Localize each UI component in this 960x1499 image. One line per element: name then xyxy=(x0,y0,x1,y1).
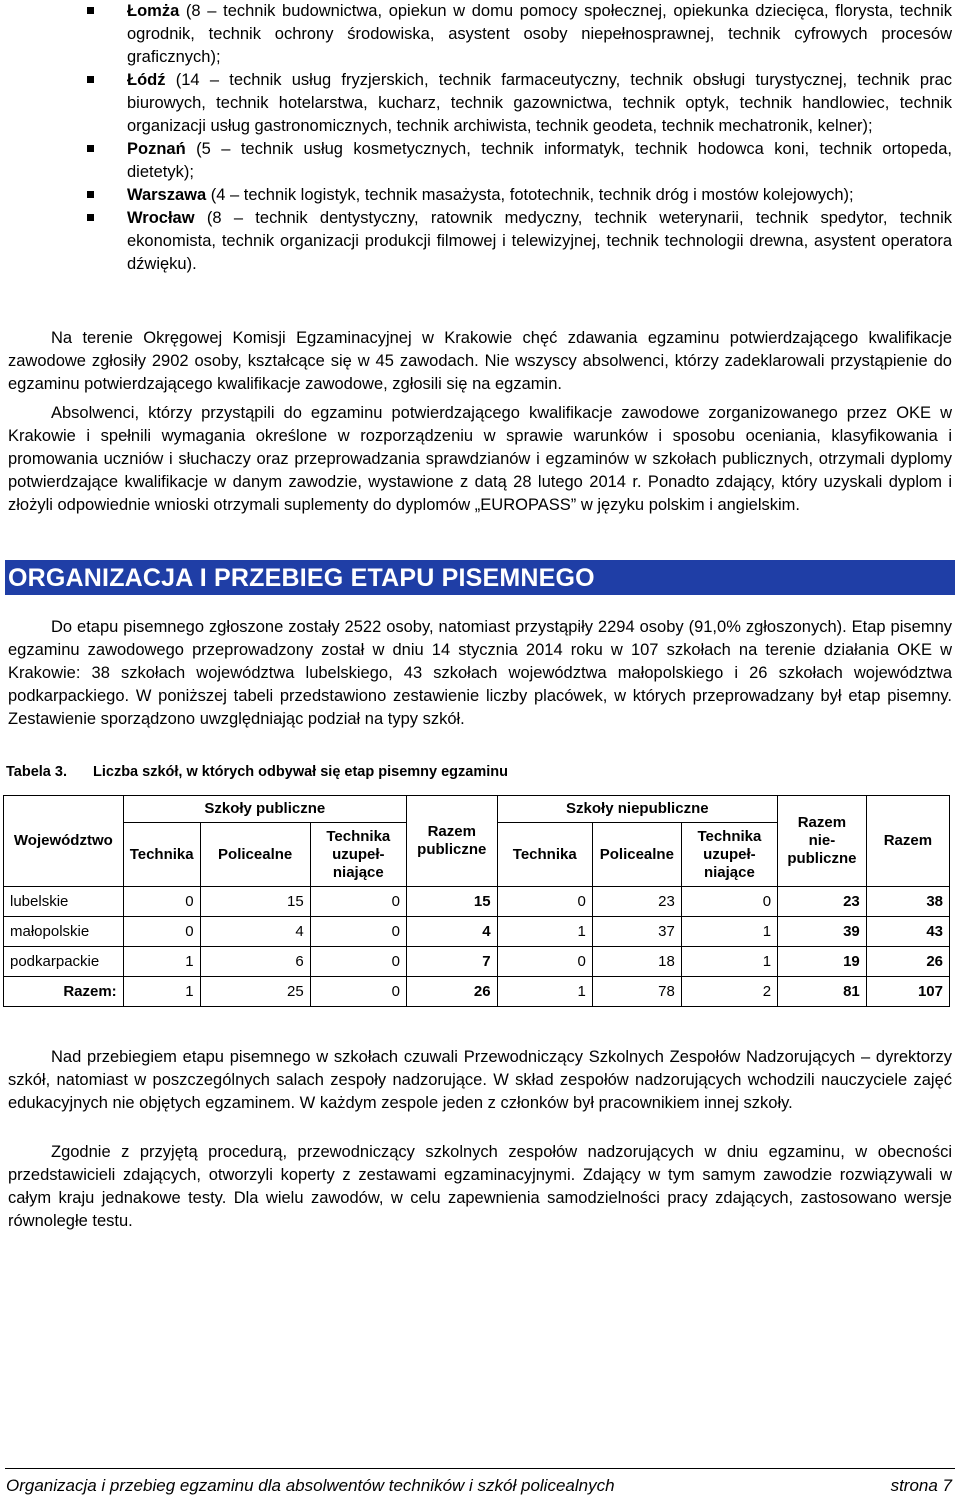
header-sum-public: Razem publiczne xyxy=(406,796,497,887)
value-cell: 37 xyxy=(592,917,681,947)
list-item-wroclaw xyxy=(0,207,960,276)
value-cell: 6 xyxy=(200,947,310,977)
value-cell: 1 xyxy=(681,917,777,947)
value-cell: 0 xyxy=(123,887,200,917)
footer-divider xyxy=(5,1468,955,1469)
value-cell: 1 xyxy=(497,917,592,947)
square-bullet-icon xyxy=(87,214,94,221)
value-cell: 107 xyxy=(866,977,949,1007)
header-region: Województwo xyxy=(4,796,124,887)
city-name: Warszawa xyxy=(127,186,207,204)
value-cell: 0 xyxy=(310,977,406,1007)
value-cell: 2 xyxy=(681,977,777,1007)
city-name: Łomża xyxy=(127,2,180,20)
value-cell: 0 xyxy=(310,917,406,947)
value-cell: 19 xyxy=(778,947,867,977)
region-cell: lubelskie xyxy=(4,887,124,917)
city-professions: (14 – technik usług fryzjerskich, technik farmaceutyczny, technik obsługi turystycznej, technik prac biurowych, technik hotelarstwa, kucharz, technik gazownictwa, technik optyk, technik handlowiec, technik organizacji usług gastronomicznych, technik archiwista, technik geodeta, technik mechatronik, kelner); xyxy=(127,71,952,135)
value-cell: 0 xyxy=(497,947,592,977)
value-cell: 1 xyxy=(123,977,200,1007)
value-cell: 43 xyxy=(866,917,949,947)
value-cell: 0 xyxy=(310,887,406,917)
header-policealne: Policealne xyxy=(592,823,681,887)
list-item-warszawa xyxy=(0,184,960,207)
city-name: Łódź xyxy=(127,71,166,89)
value-cell: 18 xyxy=(592,947,681,977)
value-cell: 26 xyxy=(866,947,949,977)
table-caption-title: Liczba szkół, w których odbywał się etap pisemny egzaminu xyxy=(93,764,508,780)
table-caption xyxy=(6,764,508,780)
value-cell: 78 xyxy=(592,977,681,1007)
value-cell: 4 xyxy=(200,917,310,947)
paragraph-supervision: Nad przebiegiem etapu pisemnego w szkołach czuwali Przewodniczący Szkolnych Zespołów Nadzorujących – dyrektorzy szkół, natomiast w poszczególnych salach zespoły nadzorujące. W skład zespołów nadzorujących wchodzili nauczyciele zajęć edukacyjnych nie objętych egzaminem. W każdym zespole jeden z członków był pracownikiem innej szkoły. xyxy=(8,1048,952,1112)
table-row xyxy=(4,887,950,917)
paragraph-diplomas: Absolwenci, którzy przystąpili do egzaminu potwierdzającego kwalifikacje zawodowe zorganizowanego przez OKE w Krakowie i spełnili wymagania określone w rozporządzeniu w sprawie warunków i sposobu oceniania, klasyfikowania i promowania uczniów i słuchaczy oraz przeprowadzania sprawdzianów i egzaminów w szkołach publicznych, otrzymali dyplomy potwierdzające kwalifikacje w danym zawodzie, wystawione z datą 28 lutego 2014 r. Ponadto zdający, który uzyskali dyplom i złożyli odpowiednie wnioski otrzymali suplementy do dyplomów „EUROPASS” w języku polskim i angielskim. xyxy=(8,404,952,514)
page-number: strona 7 xyxy=(890,1476,952,1495)
region-cell: podkarpackie xyxy=(4,947,124,977)
schools-table xyxy=(3,795,950,1007)
city-professions: (8 – technik budownictwa, opiekun w domu pomocy społecznej, opiekunka dziecięca, florysta, technik ogrodnik, technik ochrony środowiska, asystent osoby niepełnosprawnej, technik cyfrowych procesów graficznych); xyxy=(127,2,952,66)
header-uzupelniajace: Technika uzupeł-niające xyxy=(310,823,406,887)
list-item-poznan xyxy=(0,138,960,184)
value-cell: 1 xyxy=(123,947,200,977)
city-professions: (8 – technik dentystyczny, ratownik medyczny, technik weterynarii, technik spedytor, technik ekonomista, technik organizacji produkcji filmowej i telewizyjnej, technik technologii drewna, asystent operatora dźwięku). xyxy=(127,209,952,273)
value-cell: 15 xyxy=(200,887,310,917)
section-title: ORGANIZACJA I PRZEBIEG ETAPU PISEMNEGO xyxy=(8,564,595,592)
value-cell: 1 xyxy=(681,947,777,977)
value-cell: 25 xyxy=(200,977,310,1007)
region-cell: Razem: xyxy=(4,977,124,1007)
list-item-lomza xyxy=(0,0,960,69)
city-list xyxy=(0,0,960,276)
header-sum-nonpublic: Razem nie-publiczne xyxy=(778,796,867,887)
paragraph-procedure: Zgodnie z przyjętą procedurą, przewodniczący szkolnych zespołów nadzorujących w dniu egzaminu, w obecności przedstawicieli zdających, otworzyli koperty z zestawami egzaminacyjnymi. Zdający w tym samym zawodzie rozwiązywali w całym kraju jednakowe testy. Dla wielu zawodów, w celu zapewnienia samodzielności pracy zdających, zastosowano wersje równoległe testu. xyxy=(8,1143,952,1230)
value-cell: 26 xyxy=(406,977,497,1007)
list-item-lodz xyxy=(0,69,960,138)
value-cell: 23 xyxy=(592,887,681,917)
header-policealne: Policealne xyxy=(200,823,310,887)
header-public-schools: Szkoły publiczne xyxy=(123,796,406,823)
value-cell: 7 xyxy=(406,947,497,977)
square-bullet-icon xyxy=(87,76,94,83)
square-bullet-icon xyxy=(87,145,94,152)
paragraph-registrations: Na terenie Okręgowej Komisji Egzaminacyjnej w Krakowie chęć zdawania egzaminu potwierdzającego kwalifikacje zawodowe zgłosiły 2902 osoby, kształcące się w 45 zawodach. Nie wszyscy absolwenci, którzy zadeklarowali przystąpienie do egzaminu potwierdzającego kwalifikacje zawodowe, zgłosili się na egzamin. xyxy=(8,329,952,393)
city-professions: (4 – technik logistyk, technik masażysta, fototechnik, technik dróg i mostów kolejowych); xyxy=(206,186,854,204)
value-cell: 15 xyxy=(406,887,497,917)
value-cell: 0 xyxy=(123,917,200,947)
footer-title: Organizacja i przebieg egzaminu dla absolwentów techników i szkół policealnych xyxy=(6,1476,615,1495)
header-technika: Technika xyxy=(497,823,592,887)
city-name: Wrocław xyxy=(127,209,195,227)
square-bullet-icon xyxy=(87,191,94,198)
header-uzupelniajace: Technika uzupeł-niające xyxy=(681,823,777,887)
value-cell: 4 xyxy=(406,917,497,947)
table-row xyxy=(4,947,950,977)
header-technika: Technika xyxy=(123,823,200,887)
header-total: Razem xyxy=(866,796,949,887)
value-cell: 38 xyxy=(866,887,949,917)
paragraph-written-stage: Do etapu pisemnego zgłoszone zostały 2522 osoby, natomiast przystąpiły 2294 osoby (91,0% zgłoszonych). Etap pisemny egzaminu zawodowego przeprowadzony został w dniu 14 stycznia 2014 roku w 107 szkołach na terenie działania OKE w Krakowie: 38 szkołach województwa lubelskiego, 43 szkołach województwa małopolskiego i 26 szkołach województwa podkarpackiego. W poniższej tabeli przedstawiono zestawienie liczby placówek, w których przeprowadzany był etap pisemny. Zestawienie sporządzono uwzględniając podział na typy szkół. xyxy=(8,618,952,728)
value-cell: 0 xyxy=(310,947,406,977)
table-body xyxy=(4,887,950,1007)
value-cell: 1 xyxy=(497,977,592,1007)
value-cell: 81 xyxy=(778,977,867,1007)
table-caption-label: Tabela 3. xyxy=(6,764,67,780)
value-cell: 39 xyxy=(778,917,867,947)
header-nonpublic-schools: Szkoły niepubliczne xyxy=(497,796,777,823)
city-professions: (5 – technik usług kosmetycznych, technik informatyk, technik hodowca koni, technik ortopeda, dietetyk); xyxy=(127,140,952,181)
value-cell: 0 xyxy=(681,887,777,917)
region-cell: małopolskie xyxy=(4,917,124,947)
value-cell: 0 xyxy=(497,887,592,917)
table-row xyxy=(4,977,950,1007)
value-cell: 23 xyxy=(778,887,867,917)
table-row xyxy=(4,917,950,947)
city-name: Poznań xyxy=(127,140,186,158)
square-bullet-icon xyxy=(87,7,94,14)
